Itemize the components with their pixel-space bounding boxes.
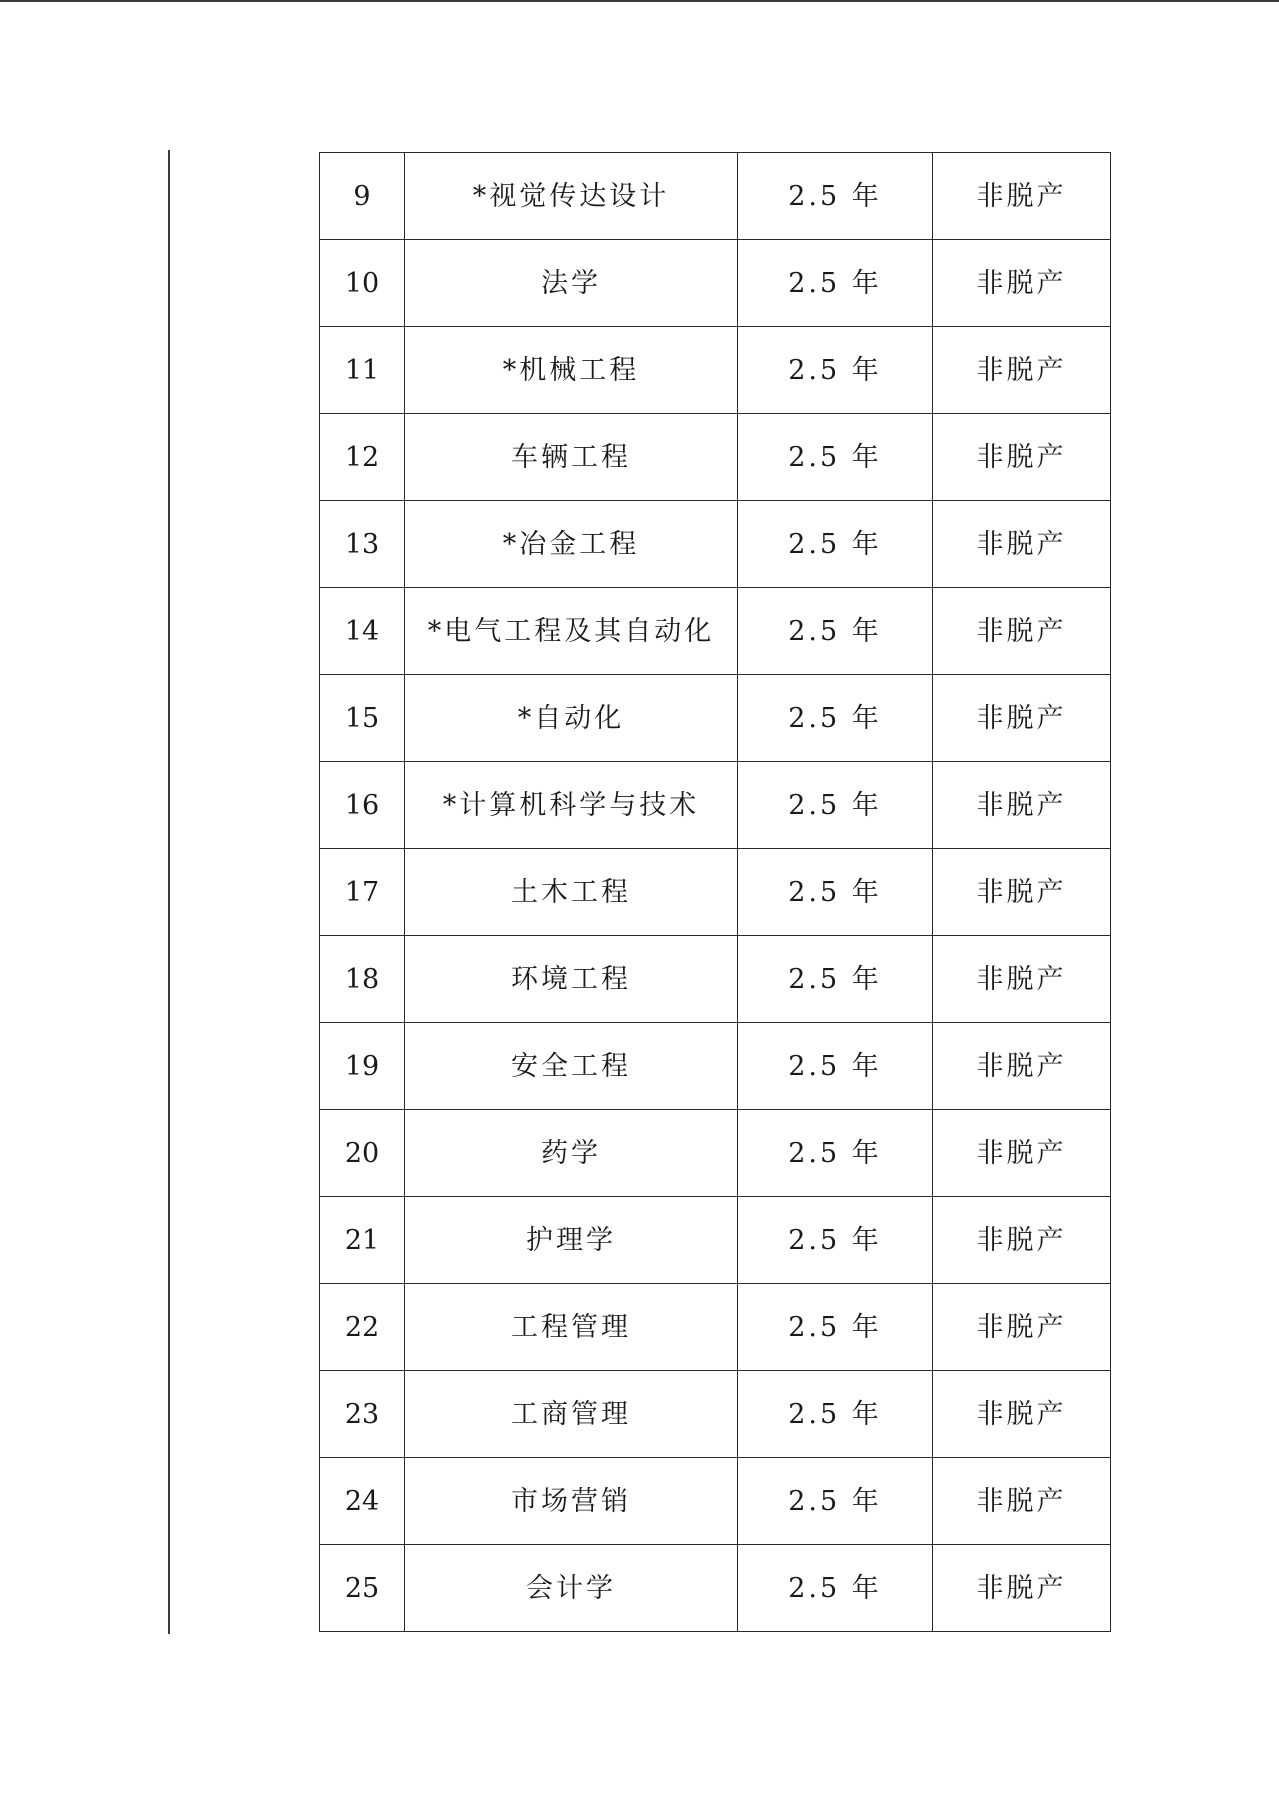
major-name-cell: 安全工程 [405,1023,738,1110]
major-name-cell: *计算机科学与技术 [405,762,738,849]
row-number-cell: 19 [320,1023,405,1110]
table-row [320,675,1111,762]
study-mode-cell: 非脱产 [933,1023,1111,1110]
table-row [320,1545,1111,1632]
page-top-rule [0,0,1279,2]
major-name-cell: 车辆工程 [405,414,738,501]
row-number-cell: 9 [320,153,405,240]
row-number-cell: 14 [320,588,405,675]
row-number-cell: 24 [320,1458,405,1545]
study-duration-cell: 2.5 年 [738,1197,933,1284]
table-row [320,1371,1111,1458]
study-mode-cell: 非脱产 [933,414,1111,501]
study-mode-cell: 非脱产 [933,240,1111,327]
row-number-cell: 10 [320,240,405,327]
study-duration-cell: 2.5 年 [738,1023,933,1110]
study-duration-cell: 2.5 年 [738,675,933,762]
major-name-cell: 工程管理 [405,1284,738,1371]
program-table [319,152,1111,1632]
row-number-cell: 25 [320,1545,405,1632]
table-row [320,501,1111,588]
table-row [320,1284,1111,1371]
study-duration-cell: 2.5 年 [738,1545,933,1632]
row-number-cell: 16 [320,762,405,849]
table-row [320,1110,1111,1197]
table-row [320,936,1111,1023]
row-number-cell: 23 [320,1371,405,1458]
study-duration-cell: 2.5 年 [738,240,933,327]
row-number-cell: 22 [320,1284,405,1371]
major-name-cell: 会计学 [405,1545,738,1632]
study-duration-cell: 2.5 年 [738,414,933,501]
program-table-body [320,153,1111,1632]
study-mode-cell: 非脱产 [933,327,1111,414]
major-name-cell: 市场营销 [405,1458,738,1545]
study-duration-cell: 2.5 年 [738,327,933,414]
study-mode-cell: 非脱产 [933,1371,1111,1458]
major-name-cell: *自动化 [405,675,738,762]
study-mode-cell: 非脱产 [933,936,1111,1023]
table-row [320,1197,1111,1284]
study-mode-cell: 非脱产 [933,762,1111,849]
study-mode-cell: 非脱产 [933,675,1111,762]
major-name-cell: 药学 [405,1110,738,1197]
table-row [320,1023,1111,1110]
study-duration-cell: 2.5 年 [738,1458,933,1545]
study-mode-cell: 非脱产 [933,1458,1111,1545]
table-row [320,762,1111,849]
study-duration-cell: 2.5 年 [738,1284,933,1371]
row-number-cell: 20 [320,1110,405,1197]
table-row [320,240,1111,327]
major-name-cell: 工商管理 [405,1371,738,1458]
study-duration-cell: 2.5 年 [738,1110,933,1197]
study-duration-cell: 2.5 年 [738,1371,933,1458]
study-mode-cell: 非脱产 [933,1284,1111,1371]
study-mode-cell: 非脱产 [933,153,1111,240]
study-duration-cell: 2.5 年 [738,501,933,588]
table-row [320,327,1111,414]
table-row [320,849,1111,936]
binding-margin-line [168,150,170,1634]
study-mode-cell: 非脱产 [933,1545,1111,1632]
row-number-cell: 15 [320,675,405,762]
major-name-cell: 环境工程 [405,936,738,1023]
major-name-cell: *视觉传达设计 [405,153,738,240]
study-duration-cell: 2.5 年 [738,153,933,240]
study-duration-cell: 2.5 年 [738,588,933,675]
row-number-cell: 13 [320,501,405,588]
row-number-cell: 17 [320,849,405,936]
study-duration-cell: 2.5 年 [738,936,933,1023]
study-mode-cell: 非脱产 [933,588,1111,675]
table-row [320,1458,1111,1545]
row-number-cell: 11 [320,327,405,414]
study-mode-cell: 非脱产 [933,501,1111,588]
study-mode-cell: 非脱产 [933,1197,1111,1284]
table-row [320,414,1111,501]
major-name-cell: 土木工程 [405,849,738,936]
study-mode-cell: 非脱产 [933,849,1111,936]
study-duration-cell: 2.5 年 [738,849,933,936]
table-row [320,153,1111,240]
study-duration-cell: 2.5 年 [738,762,933,849]
table-row [320,588,1111,675]
row-number-cell: 18 [320,936,405,1023]
row-number-cell: 12 [320,414,405,501]
major-name-cell: 护理学 [405,1197,738,1284]
major-name-cell: *电气工程及其自动化 [405,588,738,675]
major-name-cell: *冶金工程 [405,501,738,588]
major-name-cell: *机械工程 [405,327,738,414]
major-name-cell: 法学 [405,240,738,327]
row-number-cell: 21 [320,1197,405,1284]
study-mode-cell: 非脱产 [933,1110,1111,1197]
